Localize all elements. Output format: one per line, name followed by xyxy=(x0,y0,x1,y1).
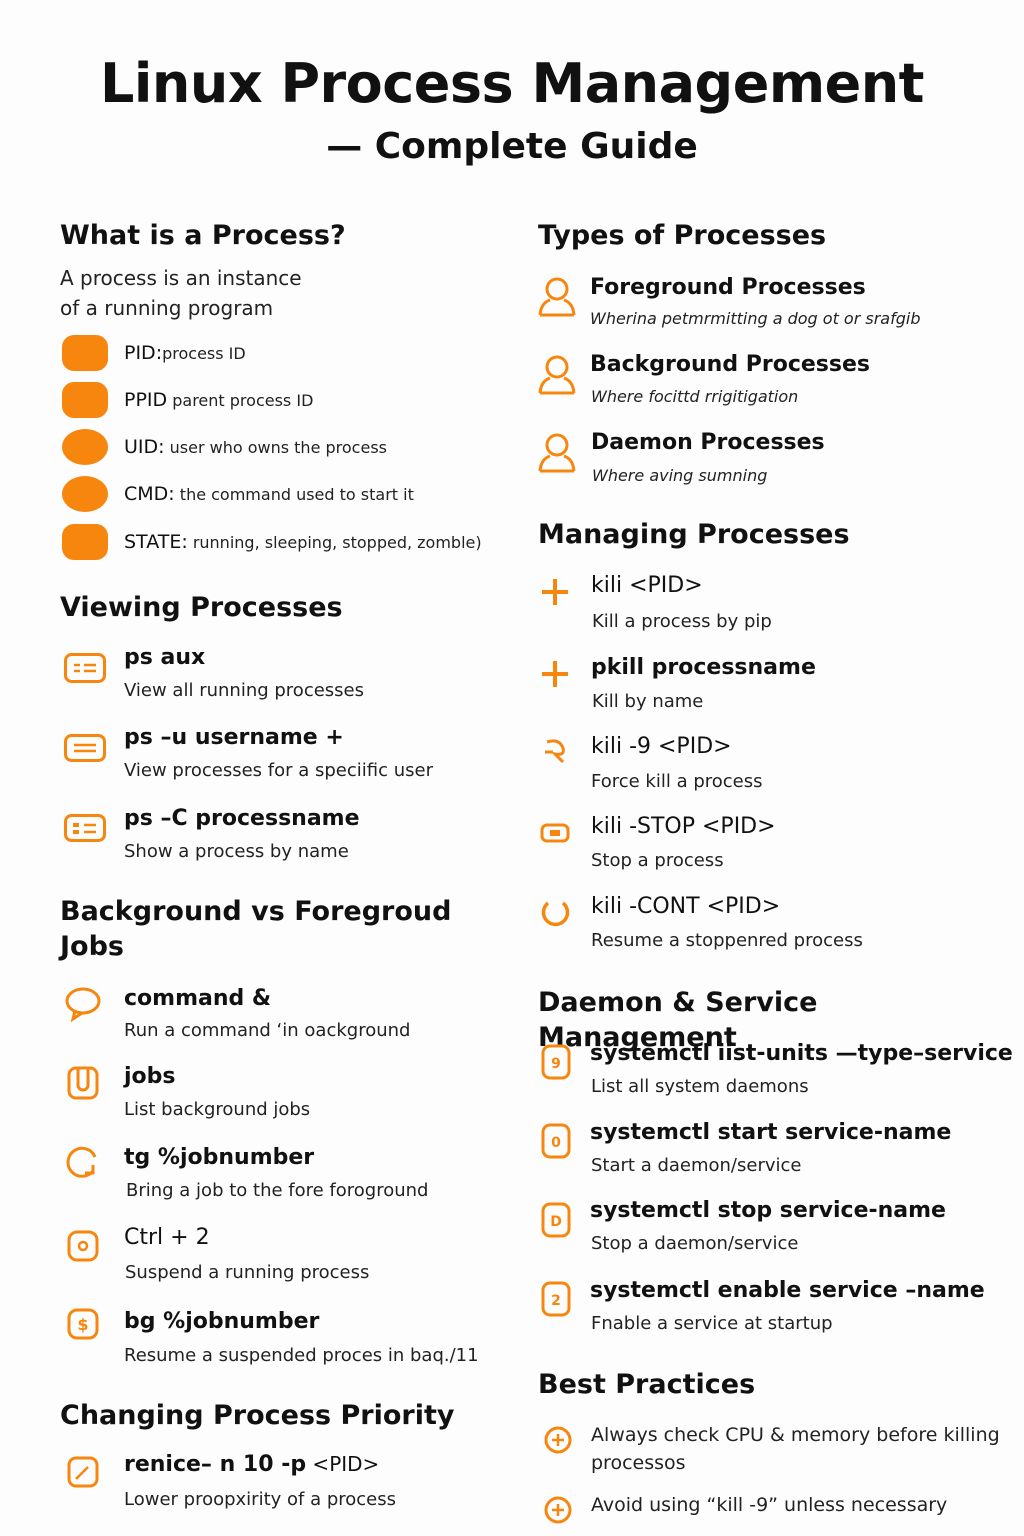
command-kill-9: kili -9 <PID> xyxy=(591,734,732,759)
list-icon xyxy=(62,728,108,768)
resume-icon xyxy=(532,892,578,932)
service-glyph: 0 xyxy=(551,1135,561,1151)
attribute-uid xyxy=(62,429,387,465)
plus-circle-icon xyxy=(535,1490,581,1530)
enable-service-icon xyxy=(533,1279,579,1319)
command-jobs: jobs xyxy=(124,1064,176,1089)
best-practice-line: processos xyxy=(591,1452,686,1474)
command-ps-aux: ps aux xyxy=(124,645,206,670)
page-title: Linux Process Management xyxy=(100,52,924,115)
bullet-icon xyxy=(62,382,108,418)
command-description: Run a command ‘in oackground xyxy=(124,1020,411,1041)
edit-icon xyxy=(60,1452,106,1492)
type-description: Where focittd rrigitigation xyxy=(591,387,799,406)
command-renice-flags: renice– n 10 -p xyxy=(124,1452,307,1477)
plus-icon xyxy=(532,572,578,612)
command-bg: bg %jobnumber xyxy=(124,1309,320,1334)
attribute-key: STATE: xyxy=(124,531,188,553)
process-definition-line-1: A process is an instance xyxy=(60,266,302,290)
bullet-icon xyxy=(62,476,108,512)
command-kill-cont: kili -CONT <PID> xyxy=(591,894,781,919)
command-renice-arg: <PID> xyxy=(306,1452,380,1476)
attribute-key: UID: xyxy=(124,436,165,458)
attribute-ppid xyxy=(62,382,313,418)
command-description: Stop a daemon/service xyxy=(591,1233,799,1254)
attribute-desc: process ID xyxy=(162,344,246,363)
command-fg: tg %jobnumber xyxy=(124,1145,315,1170)
best-practice-item xyxy=(591,1421,1000,1477)
start-service-icon xyxy=(533,1121,579,1161)
service-glyph: 2 xyxy=(551,1293,561,1309)
command-description: View processes for a speciific user xyxy=(124,760,433,781)
command-ps-c: ps –C processname xyxy=(124,806,360,831)
stop-service-icon xyxy=(533,1200,579,1240)
type-background-title: Background Processes xyxy=(590,352,870,377)
section-heading-daemon: Daemon & Service Management xyxy=(538,987,818,1053)
best-practice-line: Avoid using “kill -9” unless necessary xyxy=(591,1494,948,1516)
type-description: Where aving sumning xyxy=(592,466,768,485)
bullet-icon xyxy=(62,335,108,371)
process-definition-line-2: of a running program xyxy=(60,296,274,320)
command-description: Fnable a service at startup xyxy=(591,1313,833,1334)
best-practice-item xyxy=(591,1491,947,1519)
section-heading-what-is: What is a Process? xyxy=(60,220,346,251)
attribute-desc: parent process ID xyxy=(167,391,314,410)
stop-icon xyxy=(532,812,578,852)
clipboard-icon xyxy=(60,1062,106,1102)
section-heading-best-practices: Best Practices xyxy=(538,1369,756,1400)
attribute-key: PID: xyxy=(124,342,163,364)
attribute-desc: running, sleeping, stopped, zomble) xyxy=(187,533,482,552)
command-description: Stop a process xyxy=(591,850,724,871)
attribute-desc: user who owns the process xyxy=(164,438,387,457)
command-description: List all system daemons xyxy=(591,1076,809,1097)
section-heading-priority: Changing Process Priority xyxy=(60,1400,455,1431)
plus-icon xyxy=(532,654,578,694)
command-description: View all running processes xyxy=(124,680,364,701)
attribute-cmd xyxy=(62,476,414,512)
command-description: Start a daemon/service xyxy=(591,1155,802,1176)
command-description: Resume a stoppenred process xyxy=(591,930,863,951)
attribute-desc: the command used to start it xyxy=(174,485,414,504)
command-description: List background jobs xyxy=(124,1099,311,1120)
best-practice-line: Always check CPU & memory before killing xyxy=(591,1424,1000,1446)
type-description: Wherina petmrmitting a dog ot or srafgib xyxy=(590,309,921,328)
command-description: Suspend a running process xyxy=(125,1262,370,1283)
user-icon xyxy=(534,354,580,394)
command-description: Bring a job to the fore foroground xyxy=(126,1180,429,1201)
refresh-icon xyxy=(60,1142,106,1182)
bullet-icon xyxy=(62,524,108,560)
process-definition xyxy=(60,263,360,323)
command-systemctl-stop: systemctl stop service-name xyxy=(590,1198,946,1223)
command-renice xyxy=(124,1452,379,1477)
attribute-key: PPID xyxy=(124,389,168,411)
user-icon xyxy=(534,276,580,316)
jobs-heading-line-1: Background vs Foregroud xyxy=(60,896,452,927)
command-description: Show a process by name xyxy=(124,841,349,862)
command-description: Kill by name xyxy=(592,691,704,712)
command-pkill: pkill processname xyxy=(591,655,816,680)
command-description: Kill a process by pip xyxy=(592,611,772,632)
command-description: Resume a suspended proces in baq./11 xyxy=(124,1345,479,1366)
command-description: Lower proopxirity of a process xyxy=(124,1489,397,1510)
dollar-icon xyxy=(60,1304,106,1344)
attribute-state xyxy=(62,524,482,560)
speech-bubble-icon xyxy=(60,984,106,1024)
page-subtitle: — Complete Guide xyxy=(326,126,698,167)
user-icon xyxy=(534,432,580,472)
id-card-icon xyxy=(62,808,108,848)
service-glyph: 9 xyxy=(551,1056,561,1072)
svg-text:$: $ xyxy=(77,1315,89,1334)
type-daemon-title: Daemon Processes xyxy=(591,430,825,455)
section-heading-viewing: Viewing Processes xyxy=(60,592,343,623)
attribute-key: CMD: xyxy=(124,483,175,505)
section-heading-jobs xyxy=(60,894,451,964)
command-kill-stop: kili -STOP <PID> xyxy=(591,814,776,839)
section-heading-managing: Managing Processes xyxy=(538,519,850,550)
command-systemctl-start: systemctl start service-name xyxy=(590,1120,952,1145)
force-icon xyxy=(532,732,578,772)
command-ps-u: ps –u username + xyxy=(124,725,344,750)
service-glyph: D xyxy=(550,1214,562,1230)
list-service-icon xyxy=(533,1042,579,1082)
bullet-icon xyxy=(62,429,108,465)
command-systemctl-list: systemctl iist-units —type–service xyxy=(590,1041,1013,1066)
command-kill: kili <PID> xyxy=(591,573,703,598)
jobs-heading-line-2: Jobs xyxy=(60,931,124,962)
terminal-icon xyxy=(62,648,108,688)
type-foreground-title: Foreground Processes xyxy=(590,275,866,300)
command-systemctl-enable: systemctl enable service –name xyxy=(590,1278,985,1303)
command-description: Force kill a process xyxy=(591,771,763,792)
pause-icon xyxy=(60,1226,106,1266)
command-ctrl-z: Ctrl + 2 xyxy=(124,1225,210,1250)
command-ampersand: command & xyxy=(124,986,272,1011)
plus-circle-icon xyxy=(535,1420,581,1460)
section-heading-types: Types of Processes xyxy=(538,220,827,251)
attribute-pid xyxy=(62,335,246,371)
